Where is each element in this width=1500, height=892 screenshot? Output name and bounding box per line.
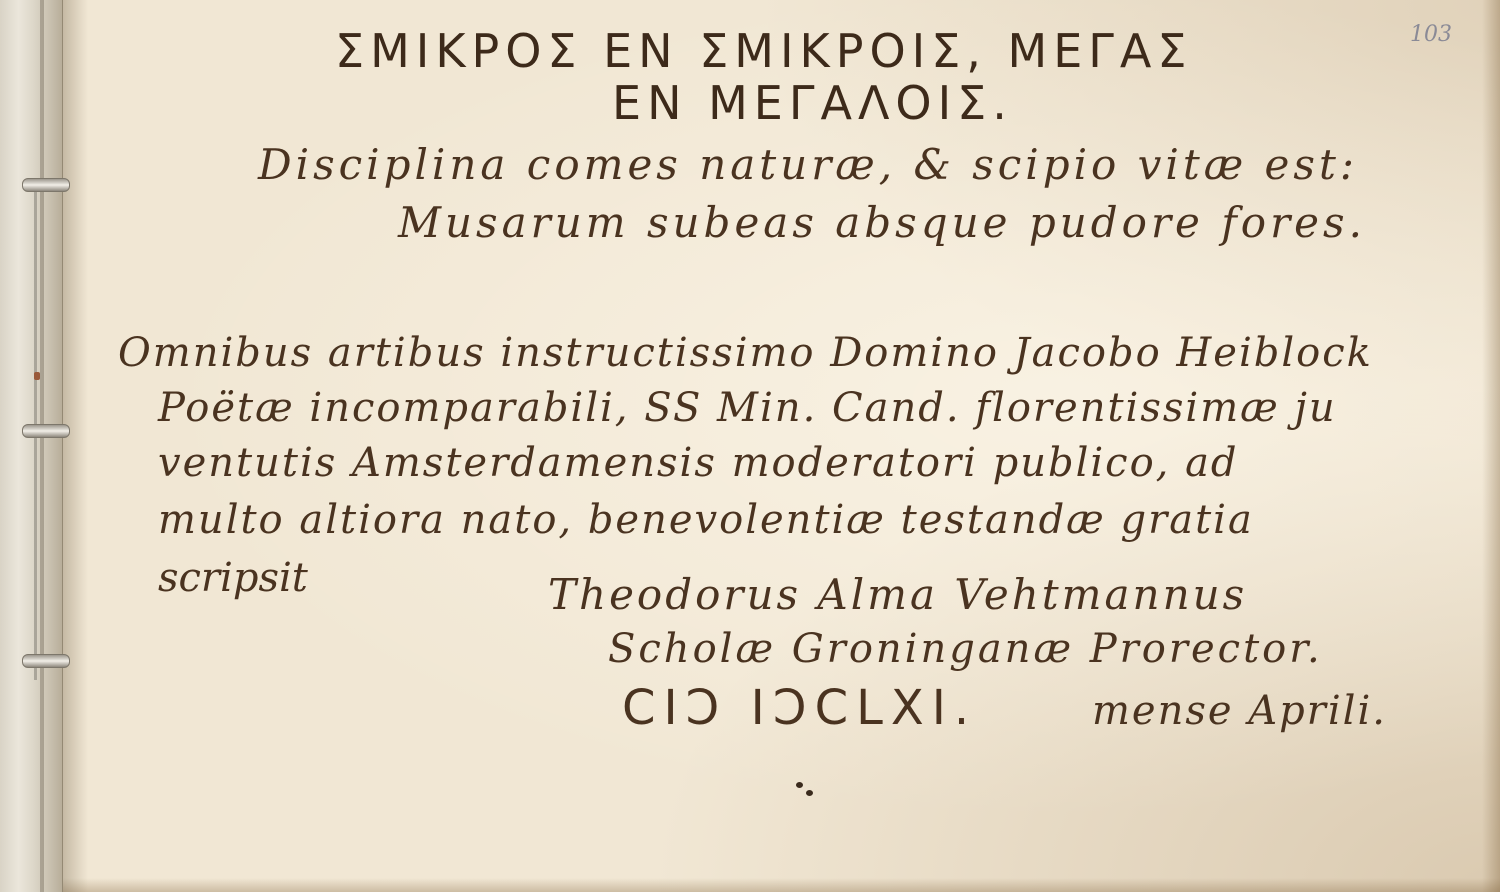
binding-stitch <box>22 424 70 438</box>
dedication-line-5: scripsit <box>158 555 308 601</box>
dedication-line-2: Poëtæ incomparabili, SS Min. Cand. florentissimæ ju <box>158 385 1337 431</box>
latin-verse-line-1: Disciplina comes naturæ, & scipio vitæ est: <box>258 140 1358 189</box>
greek-motto-line-1: ΣΜΙΚΡΟΣ ΕΝ ΣΜΙΚΡΟΙΣ, ΜΕΓΑΣ <box>335 24 1193 78</box>
page-edge-right <box>1482 0 1500 892</box>
page-edge-bottom <box>0 878 1500 892</box>
binding-spine <box>0 0 63 892</box>
binding-stitch <box>22 178 70 192</box>
binding-stitch <box>22 654 70 668</box>
greek-motto-line-2: ΕΝ ΜΕΓΑΛΟΙΣ. <box>612 76 1013 130</box>
date-year-roman: CIƆ IƆCLXI. <box>622 680 978 736</box>
date-month: mense Aprili. <box>1092 688 1387 734</box>
spine-fold <box>40 0 44 892</box>
gutter-shadow <box>62 0 88 892</box>
ink-dot <box>796 782 803 788</box>
dedication-line-4: multo altiora nato, benevolentiæ testandæ gratia <box>158 497 1254 543</box>
rust-stain <box>34 372 40 380</box>
dedication-line-3: ventutis Amsterdamensis moderatori publico, ad <box>158 440 1239 486</box>
ink-dot <box>806 790 813 796</box>
dedication-line-1: Omnibus artibus instructissimo Domino Jacobo Heiblock <box>118 330 1373 376</box>
latin-verse-line-2: Musarum subeas absque pudore fores. <box>398 198 1366 247</box>
signature-name: Theodorus Alma Vehtmannus <box>548 570 1248 619</box>
page-number: 103 <box>1410 22 1452 47</box>
signature-title: Scholæ Groninganæ Prorector. <box>608 626 1323 672</box>
